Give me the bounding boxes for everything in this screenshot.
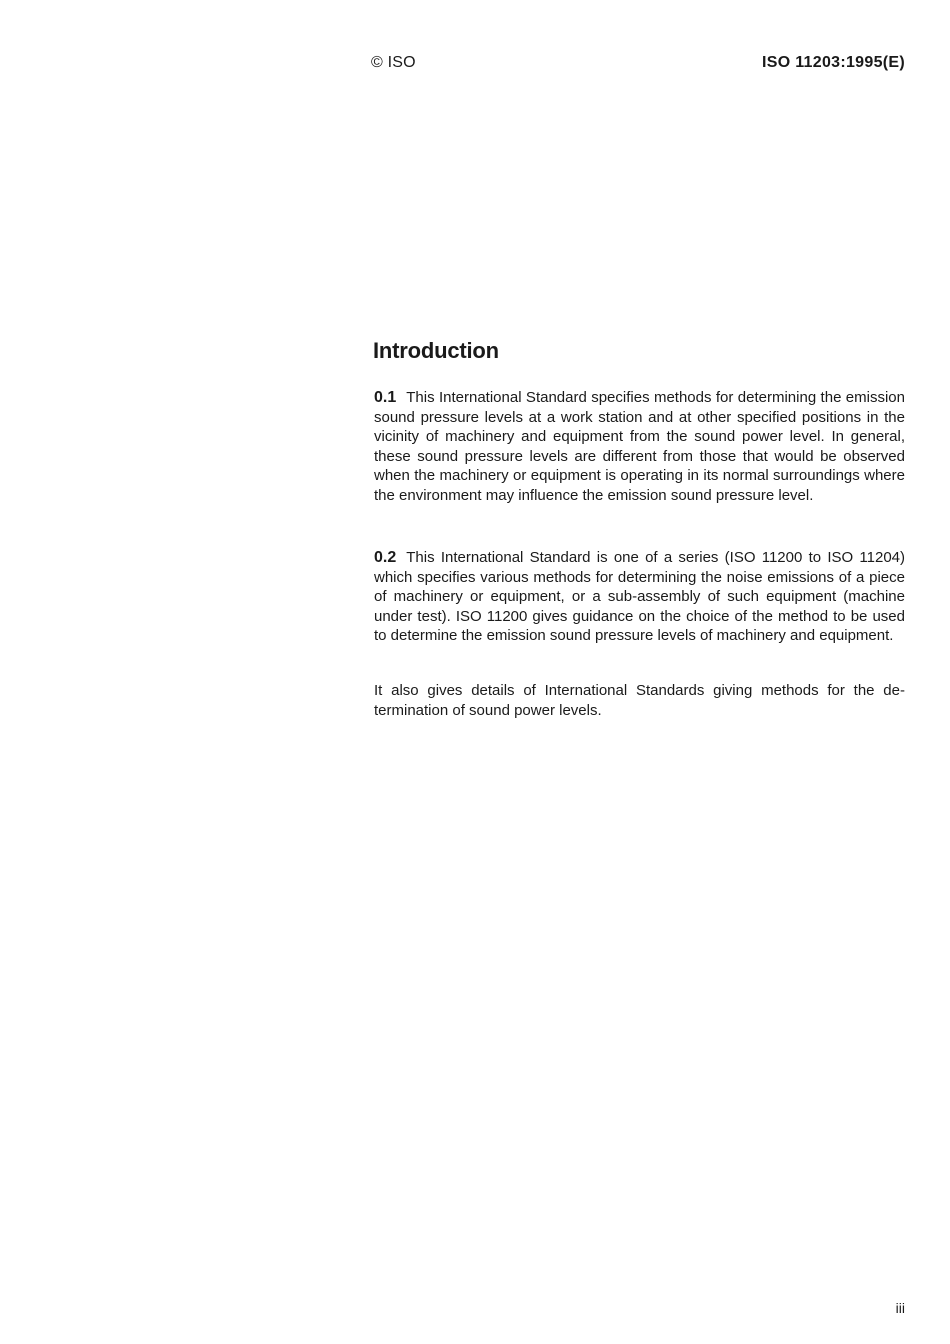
clause-0-1-paragraph — [374, 388, 905, 506]
clause-0-2-paragraph — [374, 548, 905, 646]
clause-number: 0.2 — [374, 549, 397, 566]
continuation-paragraph — [374, 681, 905, 720]
clause-number: 0.1 — [374, 389, 397, 406]
clause-text: This International Standard is one of a series (ISO 11200 to ISO 11204) which specifies various methods for determining the noise emissions of a piece of machinery or equipment, or a sub-assembly of such equipment (machine under test). ISO 11200 gives guidance on the choice of the method to be used to determine the emission sound pressure levels of machinery and equipment. — [374, 549, 905, 645]
paragraph-text: It also gives details of International Standards giving methods for the determination of sound power levels. — [374, 682, 905, 719]
standard-identifier: ISO 11203:1995(E) — [762, 54, 905, 71]
clause-text: This International Standard specifies methods for determining the emission sound pressure levels at a work station and at other specified positions in the vicinity of machinery and equipment from the sound power level. In general, these sound pressure levels are different from those that would be observed when the machinery or equipment is operating in its normal surroundings where the environment may influence the emission sound pressure level. — [374, 389, 905, 504]
section-title: Introduction — [373, 338, 499, 363]
copyright-notice: © ISO — [371, 54, 416, 71]
page-number: iii — [895, 1300, 905, 1316]
